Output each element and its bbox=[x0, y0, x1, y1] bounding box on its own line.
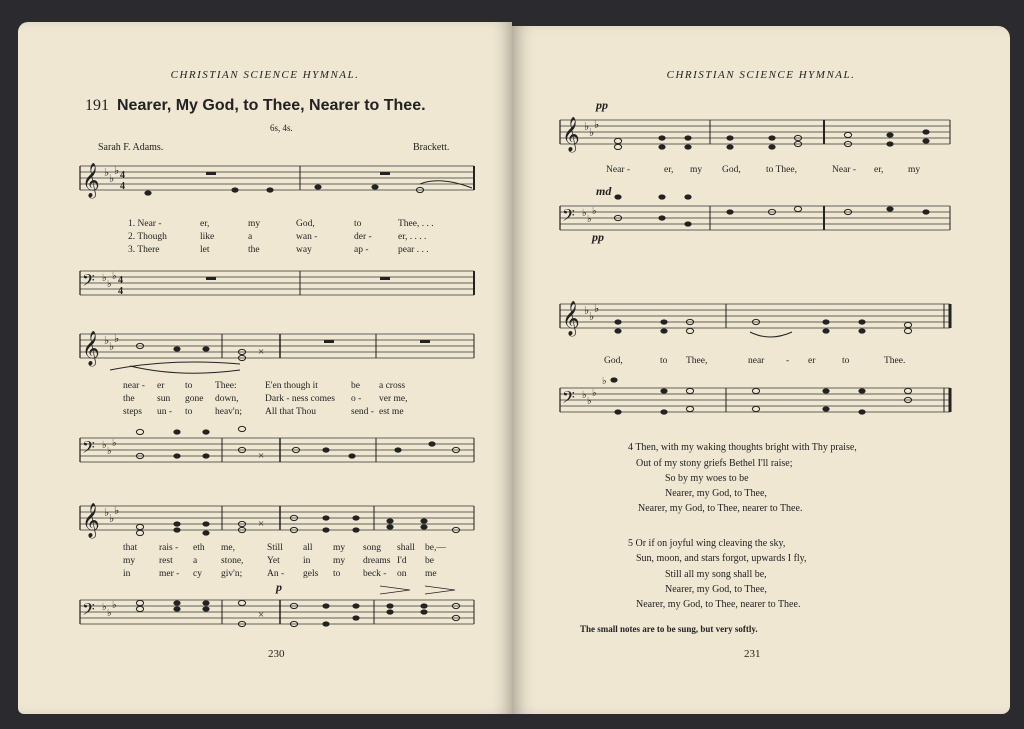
lyrics-row-s3-verse2: my rest a stone, Yet in my dreams I'd be bbox=[123, 556, 434, 566]
svg-text:♭: ♭ bbox=[102, 440, 107, 451]
lyrics-row-verse3: 3. There let the way ap - pear . . . bbox=[128, 245, 429, 255]
author: Sarah F. Adams. bbox=[98, 142, 164, 153]
svg-text:𝄞: 𝄞 bbox=[82, 164, 100, 197]
svg-text:𝄢: 𝄢 bbox=[82, 272, 95, 294]
svg-text:4: 4 bbox=[120, 170, 125, 181]
staff-system2-bass bbox=[80, 426, 480, 470]
lyrics-row-s2-verse3: steps un - to heav'n; All that Thou send - est me bbox=[123, 407, 404, 417]
svg-text:♭: ♭ bbox=[114, 333, 120, 345]
verse4-line3: So by my woes to be bbox=[665, 473, 749, 484]
verse5-line2: Sun, moon, and stars forgot, upwards I fly, bbox=[636, 553, 807, 564]
page-number: 230 bbox=[268, 648, 285, 660]
svg-text:4: 4 bbox=[118, 275, 123, 286]
svg-text:𝄢: 𝄢 bbox=[562, 207, 575, 229]
svg-text:♭: ♭ bbox=[109, 513, 115, 525]
staff-system2-treble bbox=[80, 330, 480, 380]
staff-r2-treble bbox=[560, 298, 960, 342]
svg-text:♭: ♭ bbox=[602, 376, 607, 387]
svg-text:♭: ♭ bbox=[587, 396, 592, 407]
hymn-number: 191 bbox=[85, 97, 109, 114]
staff-system3-bass bbox=[80, 590, 480, 634]
svg-text:♭: ♭ bbox=[594, 303, 600, 315]
verse4-line2: Out of my stony griefs Bethel I'll raise; bbox=[636, 458, 793, 469]
svg-text:♭: ♭ bbox=[584, 305, 590, 317]
svg-text:4: 4 bbox=[120, 181, 125, 192]
page-number: 231 bbox=[744, 648, 761, 660]
svg-text:𝄢: 𝄢 bbox=[562, 389, 575, 411]
svg-text:♭: ♭ bbox=[104, 507, 110, 519]
svg-text:×: × bbox=[258, 346, 265, 358]
svg-text:𝄢: 𝄢 bbox=[82, 601, 95, 623]
verse4-line4: Nearer, my God, to Thee, bbox=[665, 488, 767, 499]
svg-text:♭: ♭ bbox=[104, 167, 110, 179]
lyrics-row-r2: God, to Thee, near - er to Thee. bbox=[604, 356, 906, 366]
svg-text:𝄞: 𝄞 bbox=[82, 332, 100, 365]
hymn-title-text: Nearer, My God, to Thee, Nearer to Thee. bbox=[117, 97, 426, 114]
staff-r1-bass bbox=[560, 194, 960, 234]
dynamic-pp-top: pp bbox=[596, 98, 608, 112]
svg-text:♭: ♭ bbox=[589, 311, 595, 323]
svg-text:𝄢: 𝄢 bbox=[82, 439, 95, 461]
svg-text:♭: ♭ bbox=[592, 388, 597, 399]
staff-r2-bass bbox=[560, 370, 960, 420]
dynamic-md: md bbox=[596, 184, 612, 198]
svg-text:♭: ♭ bbox=[112, 271, 117, 282]
svg-text:♭: ♭ bbox=[582, 390, 587, 401]
svg-text:♭: ♭ bbox=[592, 206, 597, 217]
svg-text:♭: ♭ bbox=[107, 608, 112, 619]
staff-system1-bass bbox=[80, 267, 480, 299]
svg-text:♭: ♭ bbox=[582, 208, 587, 219]
verse5-line4: Nearer, my God, to Thee, bbox=[665, 584, 767, 595]
svg-text:×: × bbox=[258, 450, 265, 462]
svg-text:♭: ♭ bbox=[102, 602, 107, 613]
verse4-line1: 4 Then, with my waking thoughts bright with Thy praise, bbox=[628, 442, 857, 453]
svg-text:𝄞: 𝄞 bbox=[562, 118, 580, 151]
svg-text:♭: ♭ bbox=[109, 341, 115, 353]
svg-text:𝄞: 𝄞 bbox=[82, 504, 100, 537]
svg-text:♭: ♭ bbox=[109, 173, 115, 185]
staff-system3-treble bbox=[80, 498, 480, 540]
running-head: CHRISTIAN SCIENCE HYMNAL. bbox=[666, 69, 856, 81]
verse5-line1: 5 Or if on joyful wing cleaving the sky, bbox=[628, 538, 786, 549]
footnote: The small notes are to be sung, but very softly. bbox=[580, 624, 758, 634]
verse5-line5: Nearer, my God, to Thee, nearer to Thee. bbox=[636, 599, 801, 610]
verse4-line5: Nearer, my God, to Thee, nearer to Thee. bbox=[638, 503, 803, 514]
dynamic-pp-bass: pp bbox=[592, 230, 604, 244]
staff-r1-treble bbox=[560, 114, 960, 154]
svg-text:𝄞: 𝄞 bbox=[562, 302, 580, 335]
lyrics-row-s2-verse2: the sun gone down, Dark - ness comes o - ver me, bbox=[123, 394, 408, 404]
svg-text:×: × bbox=[258, 609, 265, 621]
svg-text:♭: ♭ bbox=[112, 438, 117, 449]
svg-text:4: 4 bbox=[118, 286, 123, 297]
svg-text:♭: ♭ bbox=[589, 127, 595, 139]
lyrics-row-s3-verse3: in mer - cy giv'n; An - gels to beck - on me bbox=[123, 569, 437, 579]
hymn-title bbox=[85, 97, 426, 115]
svg-text:♭: ♭ bbox=[107, 446, 112, 457]
svg-text:♭: ♭ bbox=[584, 121, 590, 133]
svg-text:♭: ♭ bbox=[107, 279, 112, 290]
dynamic-p: p bbox=[276, 580, 282, 594]
verse5-line3: Still all my song shall be, bbox=[665, 569, 767, 580]
right-page bbox=[512, 26, 1010, 714]
left-page bbox=[18, 22, 512, 714]
composer: Brackett. bbox=[413, 142, 450, 153]
svg-text:♭: ♭ bbox=[114, 165, 120, 177]
svg-text:♭: ♭ bbox=[114, 505, 120, 517]
lyrics-row-r1: Near - er, my God, to Thee, Near - er, my bbox=[606, 165, 921, 175]
meter: 6s, 4s. bbox=[270, 123, 293, 133]
lyrics-row-verse1: 1. Near - er, my God, to Thee, . . . bbox=[128, 219, 434, 229]
svg-text:♭: ♭ bbox=[102, 273, 107, 284]
staff-system1-treble bbox=[80, 162, 480, 202]
lyrics-row-s3-verse1: that rais - eth me, Still all my song shall be,— bbox=[123, 543, 446, 553]
lyrics-row-s2-verse1: near - er to Thee: E'en though it be a cross bbox=[123, 381, 406, 391]
lyrics-row-verse2: 2. Though like a wan - der - er, . . . . bbox=[128, 232, 427, 242]
svg-text:♭: ♭ bbox=[587, 214, 592, 225]
svg-text:×: × bbox=[258, 518, 265, 530]
svg-text:♭: ♭ bbox=[112, 600, 117, 611]
svg-text:♭: ♭ bbox=[104, 335, 110, 347]
svg-text:♭: ♭ bbox=[594, 119, 600, 131]
running-head: CHRISTIAN SCIENCE HYMNAL. bbox=[170, 69, 360, 81]
